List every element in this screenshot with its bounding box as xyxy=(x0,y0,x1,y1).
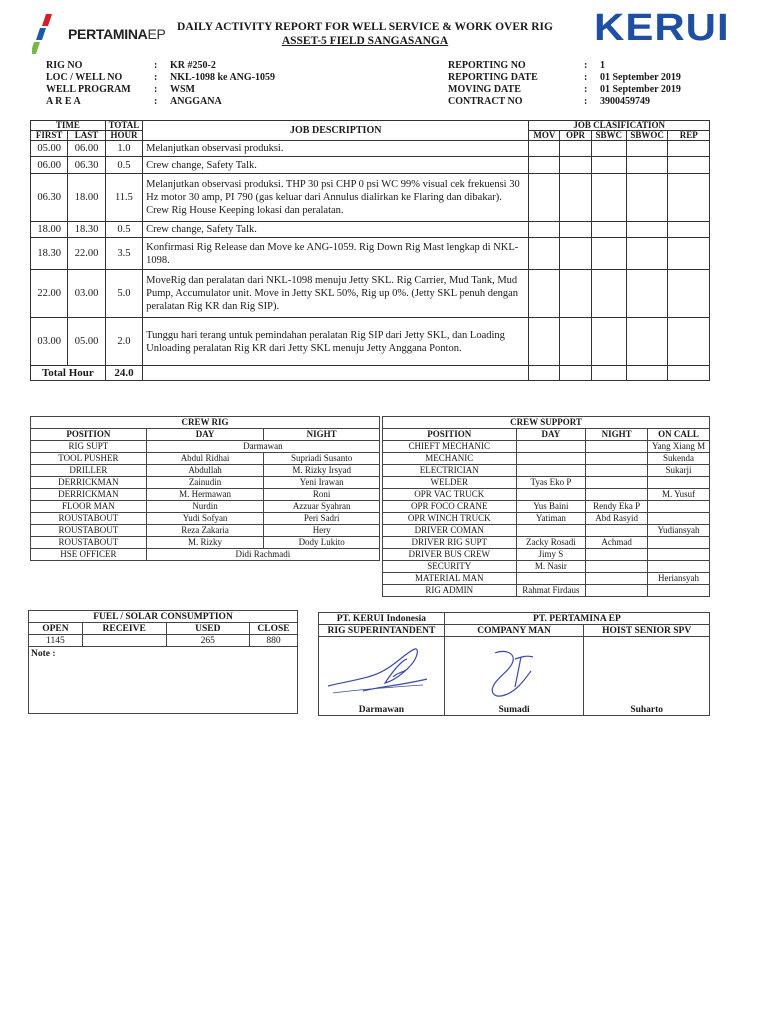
info-right-colon: : xyxy=(584,72,588,83)
info-left-colon: : xyxy=(154,72,158,83)
crew-support-night xyxy=(586,453,648,465)
crew-rig-row xyxy=(31,525,380,537)
crew-support-position: DRIVER BUS CREW xyxy=(383,549,517,561)
crew-support-day: M. Nasir xyxy=(516,561,586,573)
activity-class-cell xyxy=(560,238,591,270)
crew-rig-position: ROUSTABOUT xyxy=(31,513,147,525)
crew-support-night xyxy=(586,465,648,477)
fuel-used-value: 265 xyxy=(166,635,250,647)
crew-support-position: OPR WINCH TRUCK xyxy=(383,513,517,525)
crew-support-row xyxy=(383,585,710,597)
crew-rig-row xyxy=(31,465,380,477)
cls-mov-header: MOV xyxy=(529,131,560,141)
activity-class-cell xyxy=(668,141,710,157)
first-header: FIRST xyxy=(31,131,68,141)
info-right-row xyxy=(448,96,768,108)
crew-rig-position: DERRICKMAN xyxy=(31,489,147,501)
crew-rig-row xyxy=(31,477,380,489)
crew-support-oncall: Sukenda xyxy=(648,453,710,465)
crew-support-oncall xyxy=(648,501,710,513)
crew-rig-position: FLOOR MAN xyxy=(31,501,147,513)
signature-table xyxy=(318,612,710,716)
crew-support-position: DRIVER RIG SUPT xyxy=(383,537,517,549)
fuel-title: FUEL / SOLAR CONSUMPTION xyxy=(29,611,298,623)
crew-rig-day: Yudi Sofyan xyxy=(146,513,264,525)
crew-support-day: Rahmat Firdaus xyxy=(516,585,586,597)
activity-class-cell xyxy=(560,174,591,222)
activity-last: 05.00 xyxy=(68,318,105,366)
signature-cell-darmawan xyxy=(319,637,445,716)
crew-rig-night: Hery xyxy=(264,525,380,537)
crew-support-night xyxy=(586,573,648,585)
activity-row xyxy=(31,174,710,222)
activity-class-cell xyxy=(529,238,560,270)
activity-row xyxy=(31,270,710,318)
activity-first: 05.00 xyxy=(31,141,68,157)
info-left-key: LOC / WELL NO xyxy=(46,72,123,83)
activity-last: 06.30 xyxy=(68,157,105,174)
activity-description: Crew change, Safety Talk. xyxy=(143,222,529,238)
fuel-receive-header: RECEIVE xyxy=(82,623,166,635)
info-right-colon: : xyxy=(584,60,588,71)
pertamina-mark-icon xyxy=(32,14,62,54)
total-hour-value: 24.0 xyxy=(105,366,142,381)
activity-class-cell xyxy=(626,238,668,270)
crew-rig-day: M. Hermawan xyxy=(146,489,264,501)
activity-first: 18.00 xyxy=(31,222,68,238)
fuel-table xyxy=(28,610,298,714)
crew-support-day: Jimy S xyxy=(516,549,586,561)
info-left-colon: : xyxy=(154,84,158,95)
crew-support-position: WELDER xyxy=(383,477,517,489)
activity-last: 06.00 xyxy=(68,141,105,157)
activity-class-cell xyxy=(626,157,668,174)
signature-name-suharto: Suharto xyxy=(630,705,664,715)
crew-support-title: CREW SUPPORT xyxy=(383,417,710,429)
activity-class-cell xyxy=(668,270,710,318)
crew-support-oncall xyxy=(648,477,710,489)
crew-support-oncall: Yang Xiang M xyxy=(648,441,710,453)
crew-support-day: Yus Baini xyxy=(516,501,586,513)
time-header: TIME xyxy=(31,121,106,131)
crew-rig-day: M. Rizky xyxy=(146,537,264,549)
info-right-key: MOVING DATE xyxy=(448,84,521,95)
activity-last: 22.00 xyxy=(68,238,105,270)
info-left-value: ANGGANA xyxy=(170,96,222,107)
crew-rig-night: Roni xyxy=(264,489,380,501)
activity-class-cell xyxy=(668,222,710,238)
fuel-close-value: 880 xyxy=(250,635,298,647)
crew-rig-position: RIG SUPT xyxy=(31,441,147,453)
activity-hours: 1.0 xyxy=(105,141,142,157)
crew-support-oncall xyxy=(648,513,710,525)
crew-support-night xyxy=(586,561,648,573)
info-left-row xyxy=(46,96,360,108)
activity-last: 03.00 xyxy=(68,270,105,318)
role-rig-superintendent: RIG SUPERINTANDENT xyxy=(319,625,445,637)
crew-support-day: Yatiman xyxy=(516,513,586,525)
activity-class-cell xyxy=(560,141,591,157)
crew-support-row xyxy=(383,525,710,537)
crew-support-position: DRIVER COMAN xyxy=(383,525,517,537)
crew-support-oncall xyxy=(648,561,710,573)
crew-rig-night: Azzuar Syahran xyxy=(264,501,380,513)
info-right-block xyxy=(448,60,768,108)
crew-support-oncall: Yudiansyah xyxy=(648,525,710,537)
crew-support-night xyxy=(586,489,648,501)
crew-support-night-header: NIGHT xyxy=(586,429,648,441)
signature-cell-suharto xyxy=(584,637,710,716)
activity-description: Konfirmasi Rig Release dan Move ke ANG-1059. Rig Down Rig Mast lengkap di NKL-1098. xyxy=(143,238,529,270)
crew-rig-night: Dody Lukito xyxy=(264,537,380,549)
activity-first: 03.00 xyxy=(31,318,68,366)
crew-support-day xyxy=(516,441,586,453)
info-left-value: NKL-1098 ke ANG-1059 xyxy=(170,72,275,83)
kerui-logo: KERUI xyxy=(594,6,730,49)
crew-support-position-header: POSITION xyxy=(383,429,517,441)
kerui-company-header: PT. KERUI Indonesia xyxy=(319,613,445,625)
crew-support-position: MATERIAL MAN xyxy=(383,573,517,585)
crew-support-position: CHIEFT MECHANIC xyxy=(383,441,517,453)
activity-class-cell xyxy=(591,270,626,318)
crew-support-row xyxy=(383,537,710,549)
crew-rig-fullshift: Didi Rachmadi xyxy=(146,549,379,561)
activity-class-cell xyxy=(626,270,668,318)
title-line-1: DAILY ACTIVITY REPORT FOR WELL SERVICE & WORK OVER RIG xyxy=(177,21,553,33)
total-hour-label: Total Hour xyxy=(31,366,106,381)
activity-row xyxy=(31,318,710,366)
crew-support-position: OPR FOCO CRANE xyxy=(383,501,517,513)
info-left-row xyxy=(46,60,360,72)
activity-row xyxy=(31,141,710,157)
crew-support-position: RIG ADMIN xyxy=(383,585,517,597)
crew-support-row xyxy=(383,513,710,525)
total-header: TOTAL xyxy=(105,121,142,131)
signature-darmawan-icon xyxy=(323,641,433,701)
crew-rig-day: Zainudin xyxy=(146,477,264,489)
activity-first: 06.00 xyxy=(31,157,68,174)
crew-rig-row xyxy=(31,513,380,525)
crew-rig-day-header: DAY xyxy=(146,429,264,441)
crew-support-day xyxy=(516,525,586,537)
role-hoist-senior-spv: HOIST SENIOR SPV xyxy=(584,625,710,637)
crew-rig-night-header: NIGHT xyxy=(264,429,380,441)
crew-support-position: ELECTRICIAN xyxy=(383,465,517,477)
crew-rig-night: Supriadi Susanto xyxy=(264,453,380,465)
crew-rig-day: Abdul Ridhai xyxy=(146,453,264,465)
activity-description: Melanjutkan observasi produksi. xyxy=(143,141,529,157)
crew-support-row xyxy=(383,489,710,501)
crew-support-oncall: Heriansyah xyxy=(648,573,710,585)
info-right-colon: : xyxy=(584,84,588,95)
activity-class-cell xyxy=(591,141,626,157)
crew-rig-position: ROUSTABOUT xyxy=(31,537,147,549)
crew-support-row xyxy=(383,453,710,465)
crew-support-night xyxy=(586,525,648,537)
crew-support-row xyxy=(383,465,710,477)
activity-first: 22.00 xyxy=(31,270,68,318)
activity-class-cell xyxy=(591,222,626,238)
activity-class-cell xyxy=(529,270,560,318)
activity-class-cell xyxy=(668,238,710,270)
info-left-row xyxy=(46,72,360,84)
crew-support-position: OPR VAC TRUCK xyxy=(383,489,517,501)
activity-description: MoveRig dan peralatan dari NKL-1098 menuju Jetty SKL. Rig Carrier, Mud Tank, Mud Pump, Accumulator unit. Move in Jetty SKL 50%, Rig up 0%. (Jetty SKL penuh dengan peralatan Rig KR dan Rig SIP). xyxy=(143,270,529,318)
activity-description: Crew change, Safety Talk. xyxy=(143,157,529,174)
crew-rig-fullshift: Darmawan xyxy=(146,441,379,453)
info-right-value: 01 September 2019 xyxy=(600,84,681,95)
title-line-2: ASSET-5 FIELD SANGASANGA xyxy=(281,35,449,47)
crew-support-day-header: DAY xyxy=(516,429,586,441)
crew-support-day xyxy=(516,453,586,465)
activity-class-cell xyxy=(560,157,591,174)
info-left-colon: : xyxy=(154,60,158,71)
info-left-key: RIG NO xyxy=(46,60,83,71)
pertamina-company-header: PT. PERTAMINA EP xyxy=(444,613,709,625)
crew-support-row xyxy=(383,561,710,573)
cls-sbwc-header: SBWC xyxy=(591,131,626,141)
activity-hours: 3.5 xyxy=(105,238,142,270)
activity-class-cell xyxy=(560,222,591,238)
pertamina-logo xyxy=(32,14,192,54)
activity-first: 18.30 xyxy=(31,238,68,270)
activity-hours: 11.5 xyxy=(105,174,142,222)
activity-class-cell xyxy=(591,318,626,366)
crew-support-oncall xyxy=(648,537,710,549)
job-classification-header: JOB CLASIFICATION xyxy=(529,121,710,131)
crew-rig-row xyxy=(31,489,380,501)
crew-rig-day: Nurdin xyxy=(146,501,264,513)
crew-support-table xyxy=(382,416,710,597)
crew-support-position: MECHANIC xyxy=(383,453,517,465)
role-company-man: COMPANY MAN xyxy=(444,625,584,637)
crew-support-row xyxy=(383,573,710,585)
hour-header: HOUR xyxy=(105,131,142,141)
crew-support-day xyxy=(516,573,586,585)
fuel-used-header: USED xyxy=(166,623,250,635)
info-left-colon: : xyxy=(154,96,158,107)
info-right-colon: : xyxy=(584,96,588,107)
crew-support-oncall-header: ON CALL xyxy=(648,429,710,441)
info-right-key: REPORTING DATE xyxy=(448,72,538,83)
activity-row xyxy=(31,222,710,238)
crew-support-night xyxy=(586,585,648,597)
crew-rig-position: HSE OFFICER xyxy=(31,549,147,561)
fuel-close-header: CLOSE xyxy=(250,623,298,635)
info-left-key: A R E A xyxy=(46,96,81,107)
crew-rig-position: DRILLER xyxy=(31,465,147,477)
fuel-open-header: OPEN xyxy=(29,623,83,635)
info-left-value: KR #250-2 xyxy=(170,60,216,71)
activity-hours: 0.5 xyxy=(105,157,142,174)
activity-class-cell xyxy=(626,174,668,222)
activity-row xyxy=(31,238,710,270)
activity-class-cell xyxy=(529,174,560,222)
cls-opr-header: OPR xyxy=(560,131,591,141)
activity-class-cell xyxy=(668,174,710,222)
signature-sumadi-icon xyxy=(475,643,555,703)
cls-rep-header: REP xyxy=(668,131,710,141)
crew-support-oncall: Sukarji xyxy=(648,465,710,477)
info-left-block xyxy=(46,60,360,108)
crew-rig-position-header: POSITION xyxy=(31,429,147,441)
activity-first: 06.30 xyxy=(31,174,68,222)
activity-class-cell xyxy=(529,222,560,238)
crew-rig-day: Reza Zakaria xyxy=(146,525,264,537)
activity-class-cell xyxy=(529,318,560,366)
crew-rig-position: TOOL PUSHER xyxy=(31,453,147,465)
crew-support-day xyxy=(516,465,586,477)
crew-support-night: Achmad xyxy=(586,537,648,549)
info-left-value: WSM xyxy=(170,84,195,95)
crew-rig-night: M. Rizky Irsyad xyxy=(264,465,380,477)
crew-support-row xyxy=(383,477,710,489)
info-right-key: REPORTING NO xyxy=(448,60,526,71)
activity-description: Melanjutkan observasi produksi. THP 30 psi CHP 0 psi WC 99% visual cek frekuensi 30 Hz motor 30 amp, PI 790 (gas keluar dari Annulus dialirkan ke Flaring dan dibakar). Crew Rig House Keeping lokasi dan peralatan. xyxy=(143,174,529,222)
info-right-row xyxy=(448,60,768,72)
cls-sbwoc-header: SBWOC xyxy=(626,131,668,141)
crew-rig-position: ROUSTABOUT xyxy=(31,525,147,537)
fuel-open-value: 1145 xyxy=(29,635,83,647)
activity-class-cell xyxy=(560,318,591,366)
crew-rig-row xyxy=(31,441,380,453)
info-right-key: CONTRACT NO xyxy=(448,96,523,107)
crew-rig-table xyxy=(30,416,380,561)
crew-support-oncall xyxy=(648,549,710,561)
crew-rig-row xyxy=(31,453,380,465)
crew-support-row xyxy=(383,501,710,513)
signature-name-darmawan: Darmawan xyxy=(358,705,405,715)
crew-support-day: Zacky Rosadi xyxy=(516,537,586,549)
crew-rig-row xyxy=(31,549,380,561)
activity-class-cell xyxy=(591,238,626,270)
activity-class-cell xyxy=(591,157,626,174)
info-left-row xyxy=(46,84,360,96)
activity-class-cell xyxy=(560,270,591,318)
info-right-row xyxy=(448,84,768,96)
activity-table xyxy=(30,120,710,381)
crew-support-oncall xyxy=(648,585,710,597)
activity-class-cell xyxy=(668,157,710,174)
crew-rig-day: Abdullah xyxy=(146,465,264,477)
crew-support-night xyxy=(586,549,648,561)
info-left-key: WELL PROGRAM xyxy=(46,84,131,95)
info-right-value: 1 xyxy=(600,60,605,71)
crew-rig-position: DERRICKMAN xyxy=(31,477,147,489)
job-description-header: JOB DESCRIPTION xyxy=(143,121,529,141)
crew-support-night: Abd Rasyid xyxy=(586,513,648,525)
crew-rig-row xyxy=(31,537,380,549)
crew-support-night xyxy=(586,477,648,489)
pertamina-wordmark: PERTAMINAEP xyxy=(68,26,166,42)
info-right-row xyxy=(448,72,768,84)
activity-class-cell xyxy=(626,222,668,238)
crew-support-oncall: M. Yusuf xyxy=(648,489,710,501)
activity-last: 18.30 xyxy=(68,222,105,238)
activity-class-cell xyxy=(626,318,668,366)
info-right-value: 3900459749 xyxy=(600,96,650,107)
crew-support-night xyxy=(586,441,648,453)
activity-row xyxy=(31,157,710,174)
activity-class-cell xyxy=(529,141,560,157)
crew-rig-row xyxy=(31,501,380,513)
fuel-receive-value xyxy=(82,635,166,647)
report-title xyxy=(170,20,560,48)
activity-hours: 5.0 xyxy=(105,270,142,318)
fuel-note: Note : xyxy=(29,647,298,714)
crew-support-day: Tyas Eko P xyxy=(516,477,586,489)
signature-cell-sumadi xyxy=(444,637,584,716)
activity-hours: 2.0 xyxy=(105,318,142,366)
crew-support-day xyxy=(516,489,586,501)
activity-description: Tunggu hari terang untuk pemindahan peralatan Rig SIP dari Jetty SKL, dan Loading Unloading peralatan Rig KR dari Jetty SKL menuju Jetty Anggana Ponton. xyxy=(143,318,529,366)
crew-rig-night: Peri Sadri xyxy=(264,513,380,525)
info-right-value: 01 September 2019 xyxy=(600,72,681,83)
activity-class-cell xyxy=(626,141,668,157)
signature-name-sumadi: Sumadi xyxy=(498,705,530,715)
crew-support-row xyxy=(383,441,710,453)
crew-rig-night: Yeni Irawan xyxy=(264,477,380,489)
activity-class-cell xyxy=(529,157,560,174)
activity-class-cell xyxy=(668,318,710,366)
crew-rig-title: CREW RIG xyxy=(31,417,380,429)
last-header: LAST xyxy=(68,131,105,141)
activity-last: 18.00 xyxy=(68,174,105,222)
activity-class-cell xyxy=(591,174,626,222)
crew-support-position: SECURITY xyxy=(383,561,517,573)
crew-support-night: Rendy Eka P xyxy=(586,501,648,513)
crew-support-row xyxy=(383,549,710,561)
activity-hours: 0.5 xyxy=(105,222,142,238)
